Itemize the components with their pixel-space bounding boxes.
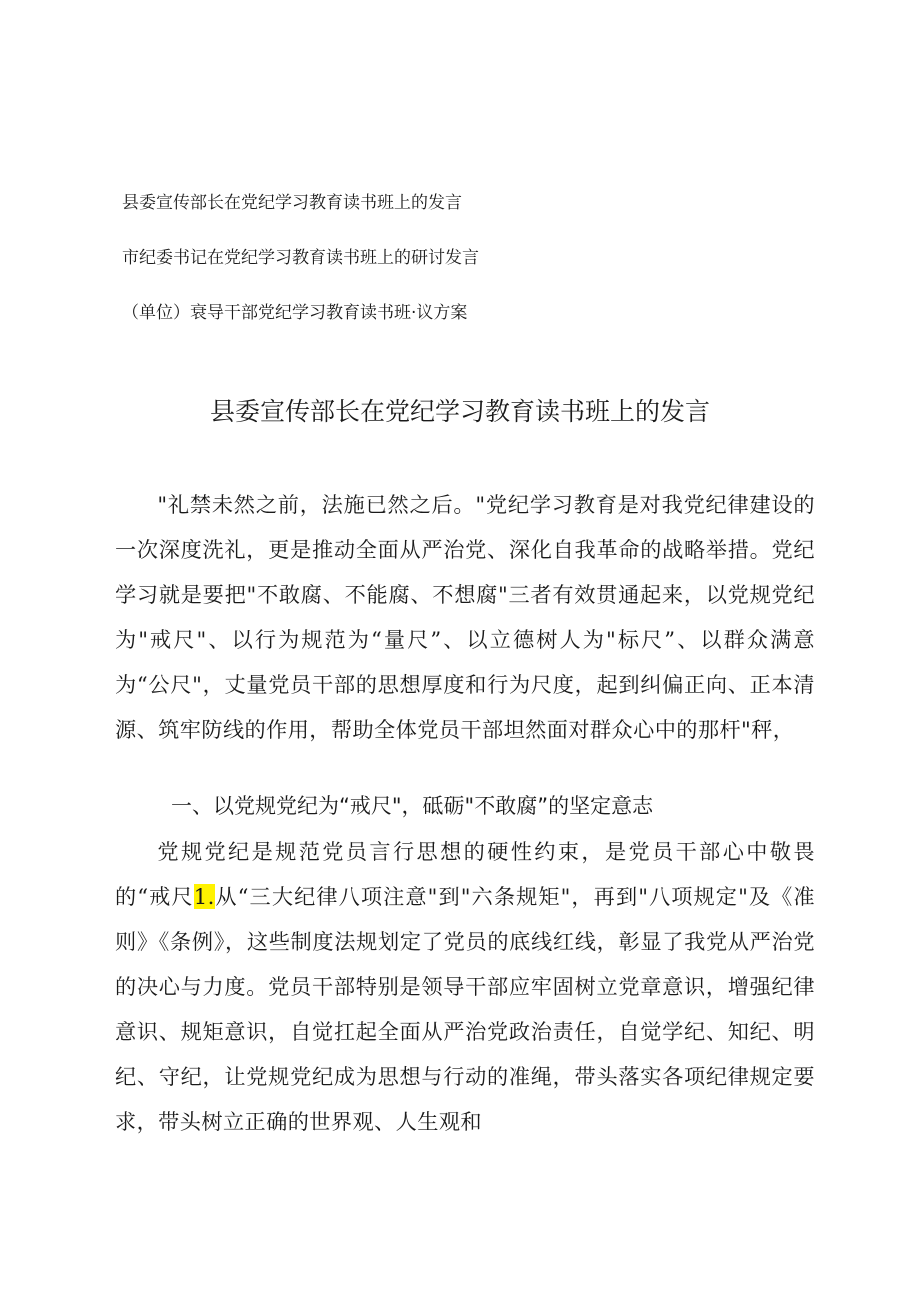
toc-item[interactable]: 县委宣传部长在党纪学习教育读书班上的发言 — [122, 193, 462, 213]
body-paragraph: "礼禁未然之前，法施已然之后。"党纪学习教育是对我党纪律建设的一次深度洗礼，更是推动全面从严治党、深化自我革命的战略举措。党纪学习就是要把"不敢腐、不能腐、不想腐"三者有效贯通起来，以党规党纪为"戒尺"、以行为规范为“量尺”、以立德树人为"标尺”、以群众满意为“公尺"，丈量党员干部的思想厚度和行为尺度，起到纠偏正向、正本清源、筑牢防线的作用，帮助全体党员干部坦然面对群众心中的那杆"秤， — [115, 492, 815, 742]
body-paragraph — [115, 829, 815, 1144]
table-of-contents — [122, 190, 822, 355]
toc-item[interactable]: （单位）衰导干部党纪学习教育读书班·议方案 — [122, 303, 468, 323]
section-heading: 一、以党规党纪为“戒尺"，砥砺"不敢腐”的坚定意志 — [171, 794, 654, 818]
paragraph-text: 党规党纪是规范党员言行思想的硬性约束，是党员干部心中敬畏的“戒尺 — [115, 839, 815, 909]
document-title: 县委宣传部长在党纪学习教育读书班上的发言 — [209, 397, 710, 426]
highlighted-text: 1. — [193, 884, 215, 909]
toc-item[interactable]: 市纪委书记在党纪学习教育读书班上的研讨发言 — [122, 248, 479, 268]
paragraph-text: 从“三大纪律八项注意"到"六条规矩"，再到"八项规定"及《准则》《条例》，这些制度法规划定了党员的底线红线，彰显了我党从严治党的决心与力度。党员干部特别是领导干部应牢固树立党章意识，增强纪律意识、规矩意识，自觉扛起全面从严治党政治责任，自觉学纪、知纪、明纪、守纪，让党规党纪成为思想与行动的准绳，带头落实各项纪律规定要求，带头树立正确的世界观、人生观和 — [115, 884, 816, 1134]
